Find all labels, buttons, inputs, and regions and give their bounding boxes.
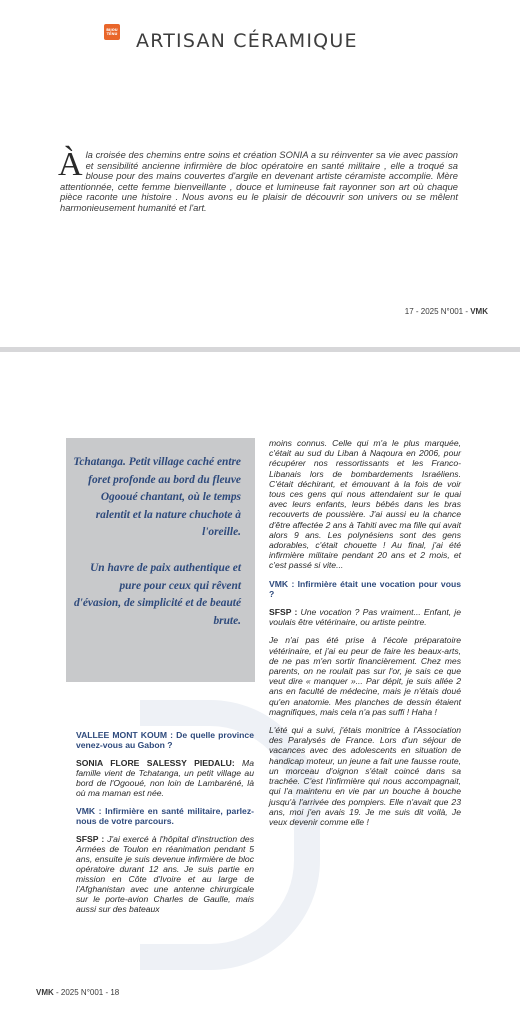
- question-2: VMK : Infirmière en santé militaire, parlez-nous de votre parcours.: [76, 806, 254, 826]
- answer-1: [76, 758, 254, 798]
- page-footer-17: [405, 307, 488, 316]
- question-1: VALLEE MONT KOUM : De quelle province venez-vous au Gabon ?: [76, 730, 254, 750]
- answer-2-continued: moins connus. Celle qui m'a le plus marquée, c'était au sud du Liban à Naqoura en 2006, pour récupérer nos ressortissants et les Franco-Libanais lors de bombardements Israéliens. C'était déchirant, et émouvant à la fois de voir tous ces gens qui nous attendaient sur le quai avec leurs enfants, leurs bébés dans les bras recouverts de poussière. J'ai aussi eu la chance d'être affectée 2 ans à Tahiti avec ma fille qui avait alors 9 ans. Les polynésiens sont des gens adorables, c'était chouette ! Au final, j'ai été infirmière militaire pendant 20 ans et 2 mois, et c'est passé si vite...: [269, 438, 461, 571]
- drop-cap: À: [58, 146, 83, 183]
- footer-issue-info: - 2025 N°001 - 18: [53, 988, 120, 997]
- answer-2-label: SFSP :: [76, 834, 105, 844]
- right-column: [269, 438, 461, 827]
- answer-3-text: Une vocation ? Pas vraiment... Enfant, je voulais être vétérinaire, ou artiste peintre.: [269, 607, 461, 628]
- answer-3-label: SFSP :: [269, 607, 298, 618]
- logo-text-line-2: TENU: [106, 32, 118, 36]
- logo-text-line-1: BIJOU: [106, 28, 118, 32]
- answer-2-text: J'ai exercé à l'hôpital d'instruction des Armées de Toulon en réanimation pendant 5 ans, ensuite je suis devenue infirmière de bloc opératoire durant 12 ans. Je suis partie en mission en Côte d'Ivoire et au large de l'Afghanistan avec une antenne chirurgicale sur le porte-avion Charles de Gaulle, mais aussi sur des bateaux: [76, 834, 254, 914]
- pull-quote: [71, 454, 241, 648]
- footer-magazine-name: VMK: [36, 988, 54, 997]
- pull-quote-2: Un havre de paix authentique et pure pour ceux qui rêvent d'évasion, de simplicité et de beauté brute.: [73, 561, 241, 627]
- answer-2: [76, 834, 254, 914]
- article-title: ARTISAN CÉRAMIQUE: [136, 30, 358, 52]
- interviewee-name: SONIA FLORE SALESSY PIEDALU:: [76, 758, 235, 768]
- answer-3-paragraph-2: Je n'ai pas été prise à l'école préparatoire vétérinaire, et j'ai eu peur de faire les beaux-arts, de ne pas m'en sortir financièrement. Chez mes parents, on ne roulait pas sur l'or, je sais ce que veut dire « manquer »... Par dépit, je suis allée 2 ans en faculté de médecine, mais je n'étais doué qu'en anatomie. Mes planches de dessin étaient magnifiques, mais cela n'a pas suffi ! Haha !: [269, 635, 461, 717]
- page-17: [0, 0, 520, 347]
- pull-quote-1: Tchatanga. Petit village caché entre foret profonde au bord du fleuve Ogooué chantant, où le temps ralentit et la nature chuchote à l'oreille.: [73, 456, 241, 539]
- answer-1-text: Ma famille vient de Tchatanga, un petit village au bord de l'Ogooué, non loin de Lambaréné, là où ma maman est née.: [76, 758, 254, 798]
- left-column: [76, 730, 254, 914]
- page-18: [0, 352, 520, 1024]
- answer-3: [269, 607, 461, 627]
- answer-3-paragraph-3: L'été qui a suivi, j'étais monitrice à l'Association des Paralysés de France. Lors d'un séjour de vacances avec des adolescents en situation de handicap moteur, un jeune a fait une fausse route, un morceau d'oignon s'était coincé dans sa trachée. C'est l'infirmière qui nous accompagnait, qui l'a maintenu en vie par un bouche à bouche jusqu'à l'arrivée des pompiers. Elle n'avait que 23 ans, moi j'en avais 19. Je me suis dit voilà, Je veux devenir comme elle !: [269, 725, 461, 827]
- magazine-logo: [104, 24, 120, 40]
- footer-issue-info: 17 - 2025 N°001 -: [404, 307, 471, 316]
- pull-quote-box: [66, 438, 255, 682]
- question-3: VMK : Infirmière était une vocation pour vous ?: [269, 578, 461, 599]
- page-footer-18: [36, 988, 119, 997]
- intro-paragraph: [58, 146, 458, 214]
- footer-magazine-name: VMK: [470, 307, 488, 316]
- intro-text: la croisée des chemins entre soins et création SONIA a su réinventer sa vie avec passion et sensibilité ancienne infirmière de bloc opératoire en santé militaire , elle a troqué sa blouse pour des mains couvertes d'argile en devenant artiste céramiste accomplie. Mère attentionnée, cette femme bienveillante , douce et lumineuse fait rayonner son art où chaque pièce raconte une histoire . Nous avons eu le plaisir de découvrir son univers ou se mêlent harmonieusement humanité et l'art.: [60, 149, 458, 213]
